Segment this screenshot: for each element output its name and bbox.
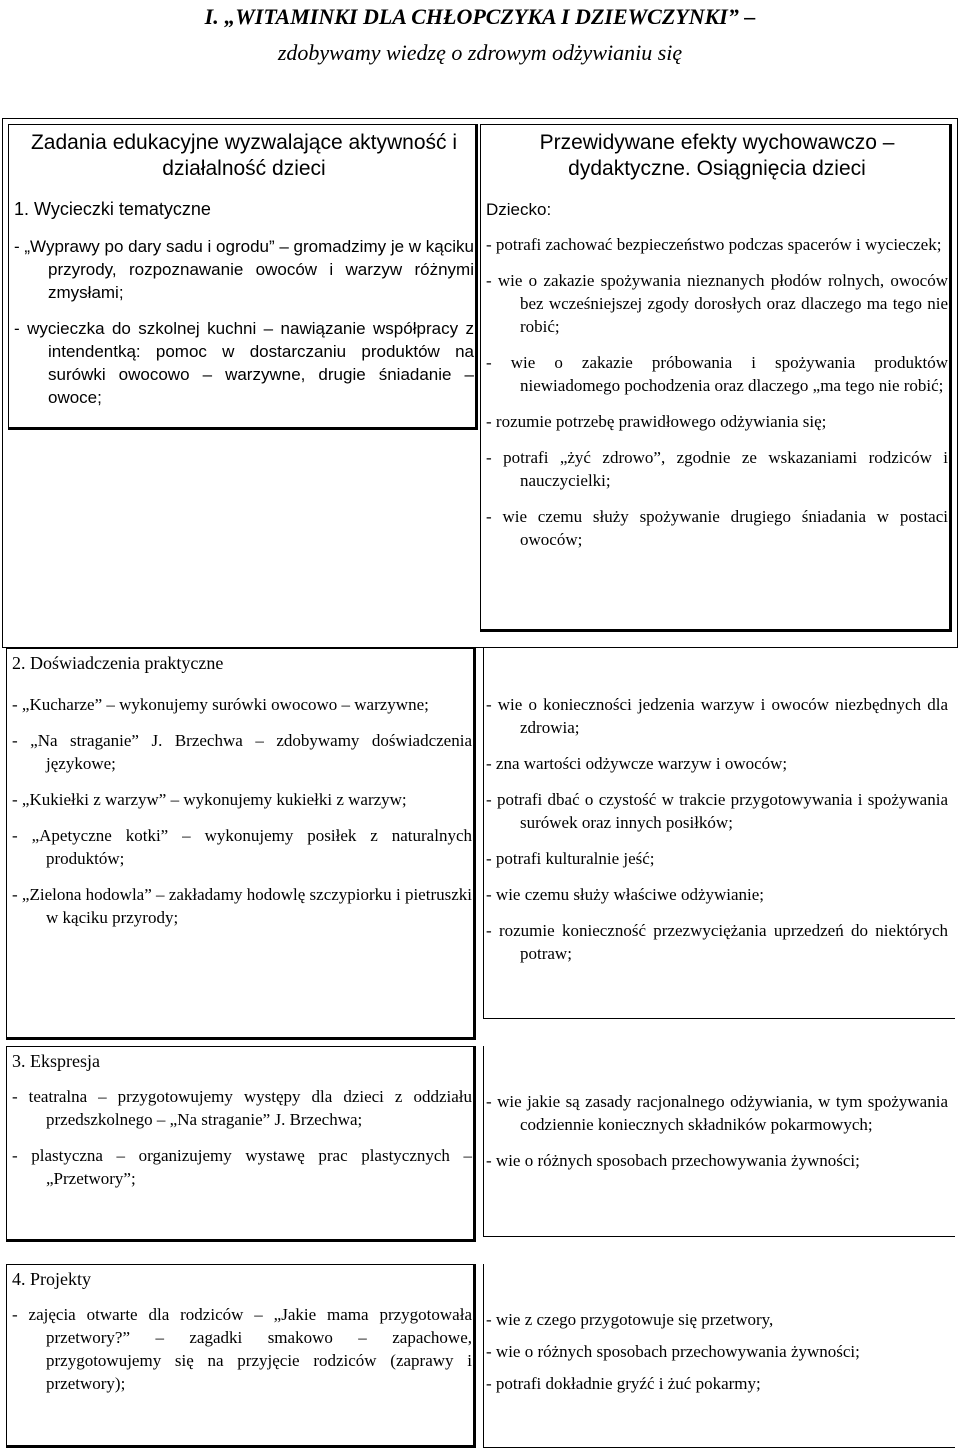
section-2-title-text: Doświadczenia praktyczne [30, 653, 224, 673]
list-item: - teatralna – przygotowujemy występy dla dzieci z oddziału przedszkolnego – „Na straganie” J. Brzechwa; [12, 1087, 472, 1129]
section-1-title [14, 198, 474, 221]
list-item: - wie o konieczności jedzenia warzyw i owoców niezbędnych dla zdrowia; [486, 695, 948, 737]
list-item: - rozumie konieczność przezwyciężania uprzedzeń do niektórych potraw; [486, 921, 948, 963]
section-2-number: 2. [12, 653, 26, 673]
section-3-number: 3. [12, 1051, 26, 1071]
section-1-number: 1. [14, 199, 30, 219]
section-4-number: 4. [12, 1269, 26, 1289]
section-3-right [486, 1090, 948, 1185]
section-4-left [12, 1268, 472, 1408]
list-item: - zajęcia otwarte dla rodziców – „Jakie mama przygotowała przetwory?” – zagadki smakowo – zapachowe, przygotowujemy się na przyjęcie rodziców (zaprawy i przetwory); [12, 1305, 472, 1393]
section-2-right-bottom [483, 1018, 955, 1019]
list-item: - „Wyprawy po dary sadu i ogrodu” – gromadzimy je w kąciku przyrody, rozpoznawanie owoców i warzyw różnymi zmysłami; [14, 237, 474, 302]
section-3-left [12, 1050, 472, 1203]
section-2-divider [483, 648, 484, 1018]
list-item: - potrafi zachować bezpieczeństwo podczas spacerów i wycieczek; [486, 235, 942, 254]
section-3-title-text: Ekspresja [30, 1051, 100, 1071]
document-title: I. „WITAMINKI DLA CHŁOPCZYKA I DZIEWCZYNKI” – [204, 4, 756, 29]
right-column-header: Przewidywane efekty wychowawczo – dydaktyczne. Osiągnięcia dzieci [539, 131, 895, 180]
section-2-left [12, 652, 472, 942]
list-item: - wie o różnych sposobach przechowywania żywności; [486, 1151, 860, 1170]
list-item: - potrafi „żyć zdrowo”, zgodnie ze wskazaniami rodziców i nauczycielki; [486, 448, 948, 490]
list-item: - „Na straganie” J. Brzechwa – zdobywamy doświadczenia językowe; [12, 731, 472, 773]
list-item: - potrafi dokładnie gryźć i żuć pokarmy; [486, 1374, 761, 1393]
section-4-title [12, 1268, 472, 1291]
section-2-title [12, 652, 472, 675]
list-item: - wie o zakazie próbowania i spożywania produktów niewiadomego pochodzenia oraz dlaczego „ma tego nie robić; [486, 353, 948, 395]
section-4-right-bottom [483, 1447, 955, 1448]
list-item: - zna wartości odżywcze warzyw i owoców; [486, 754, 788, 773]
list-item: - potrafi kulturalnie jeść; [486, 849, 655, 868]
list-item: - „Zielona hodowla” – zakładamy hodowlę szczypiorku i pietruszki w kąciku przyrody; [12, 885, 472, 927]
list-item: - wie o zakazie spożywania nieznanych płodów rolnych, owoców bez wcześniejszej zgody dorosłych oraz dlaczego ma tego nie robić; [486, 271, 948, 336]
left-column-header: Zadania edukacyjne wyzwalające aktywność i działalność dzieci [30, 131, 458, 180]
section-1-left [14, 198, 474, 422]
list-item: - plastyczna – organizujemy wystawę prac plastycznych – „Przetwory”; [12, 1146, 472, 1188]
list-item: - wie o różnych sposobach przechowywania żywności; [486, 1342, 860, 1361]
section-3-right-bottom [483, 1236, 955, 1237]
list-item: - wie czemu służy właściwe odżywianie; [486, 885, 765, 904]
list-item: - wie czemu służy spożywanie drugiego śniadania w postaci owoców; [486, 507, 948, 549]
section-2-right [486, 693, 948, 978]
list-item: - wie jakie są zasady racjonalnego odżywiania, w tym spożywania codziennie koniecznych składników pokarmowych; [486, 1092, 948, 1134]
section-4-title-text: Projekty [30, 1269, 91, 1289]
section-1-right [486, 198, 948, 564]
section-4-right [486, 1308, 948, 1404]
list-item: - „Kucharze” – wykonujemy surówki owocowo – warzywne; [12, 695, 429, 714]
list-item: - rozumie potrzebę prawidłowego odżywiania się; [486, 412, 827, 431]
list-item: - „Kukiełki z warzyw” – wykonujemy kukiełki z warzyw; [12, 790, 407, 809]
list-item: - potrafi dbać o czystość w trakcie przygotowywania i spożywania surówek oraz innych posiłków; [486, 790, 948, 832]
section-3-divider [483, 1046, 484, 1236]
section-1-title-text: Wycieczki tematyczne [34, 199, 211, 219]
document-subtitle: zdobywamy wiedzę o zdrowym odżywianiu się [277, 40, 683, 65]
child-label: Dziecko: [486, 200, 552, 219]
section-3-title [12, 1050, 472, 1073]
list-item: - „Apetyczne kotki” – wykonujemy posiłek z naturalnych produktów; [12, 826, 472, 868]
list-item: - wycieczka do szkolnej kuchni – nawiązanie współpracy z intendentką: pomoc w dostarczaniu produktów na surówki owocowo – warzywne, drugie śniadanie – owoce; [14, 319, 474, 407]
list-item: - wie z czego przygotowuje się przetwory, [486, 1310, 774, 1329]
section-4-divider [483, 1264, 484, 1448]
